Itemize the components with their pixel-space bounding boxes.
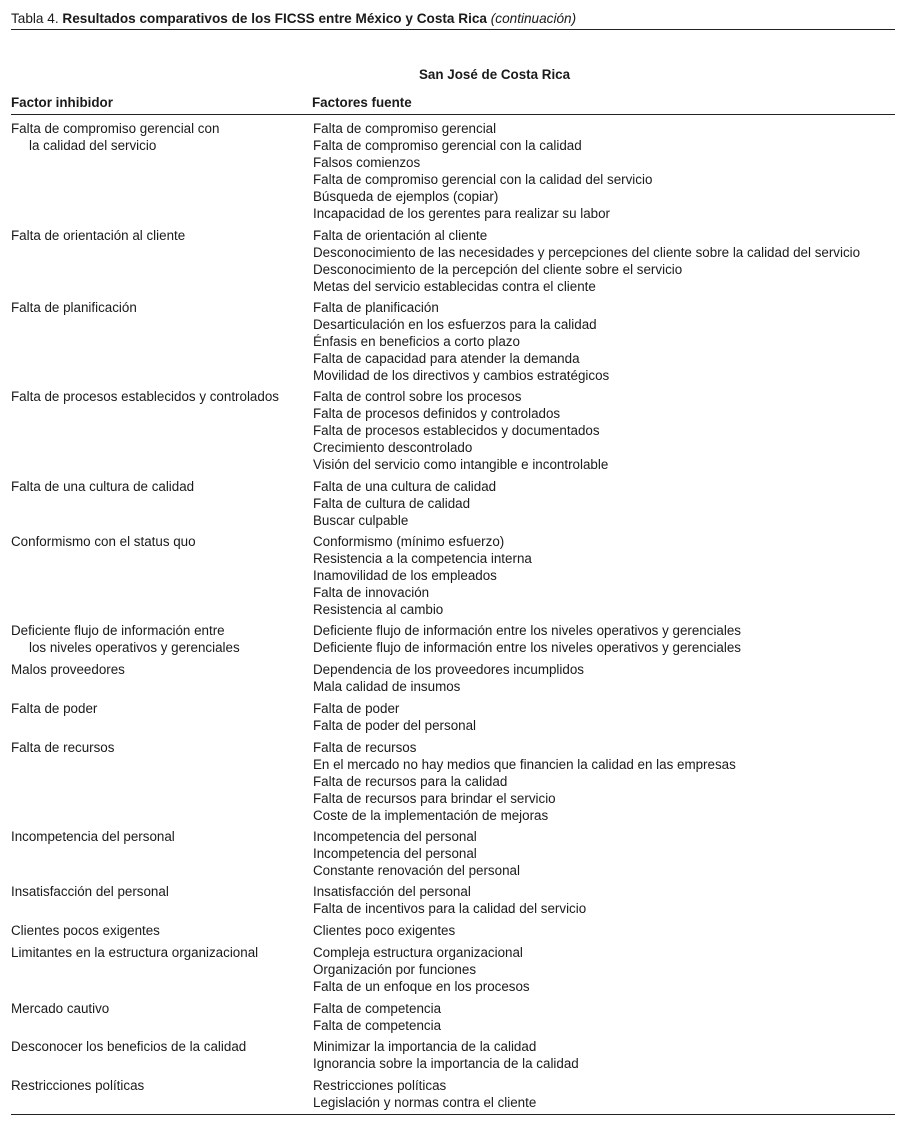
source-item: Constante renovación del personal [313,863,520,878]
sources-cell [313,661,898,695]
factor-cell [11,922,301,939]
factor-text: Conformismo con el status quo [11,534,196,549]
source-item: Inamovilidad de los empleados [313,568,497,583]
source-item: Minimizar la importancia de la calidad [313,1039,537,1054]
factor-text: Malos proveedores [11,662,125,677]
sources-cell [313,1038,898,1072]
factor-text: Falta de procesos establecidos y controlados [11,389,279,404]
factor-text: Limitantes en la estructura organizacional [11,945,259,960]
factor-cell [11,478,301,495]
source-item: Organización por funciones [313,962,477,977]
factor-text: Falta de planificación [11,300,137,315]
factor-text: la calidad del servicio [29,138,157,153]
sources-cell [313,883,898,917]
source-item: Falta de una cultura de calidad [313,479,497,494]
factor-cell [11,739,301,756]
factor-text: Deficiente flujo de información entre [11,623,225,638]
source-item: Falta de compromiso gerencial [313,121,497,136]
source-item: Falta de competencia [313,1018,442,1033]
factor-text: Incompetencia del personal [11,829,175,844]
factor-text: Falta de compromiso gerencial con [11,121,220,136]
factor-text: Falta de orientación al cliente [11,228,186,243]
source-item: Insatisfacción del personal [313,884,471,899]
source-item: Mala calidad de insumos [313,679,461,694]
source-item: Buscar culpable [313,513,409,528]
column-header-factor: Factor inhibidor [11,95,113,110]
factor-text: Desconocer los beneficios de la calidad [11,1039,247,1054]
factor-cell [11,828,301,845]
source-item: Metas del servicio establecidas contra el cliente [313,279,596,294]
factor-cell [11,120,301,154]
sources-cell [313,388,898,473]
source-item: Resistencia a la competencia interna [313,551,532,566]
source-item: Búsqueda de ejemplos (copiar) [313,189,499,204]
source-item: Incapacidad de los gerentes para realizar su labor [313,206,611,221]
sources-cell [313,828,898,879]
factor-text: Insatisfacción del personal [11,884,169,899]
column-header-sources: Factores fuente [312,95,412,110]
source-item: Dependencia de los proveedores incumplidos [313,662,584,677]
source-item: Falta de recursos [313,740,417,755]
source-item: Deficiente flujo de información entre los niveles operativos y gerenciales [313,640,741,655]
source-item: Falta de compromiso gerencial con la calidad del servicio [313,172,653,187]
factor-cell [11,1038,301,1055]
factor-text: Mercado cautivo [11,1001,110,1016]
source-item: Ignorancia sobre la importancia de la calidad [313,1056,579,1071]
source-item: Deficiente flujo de información entre los niveles operativos y gerenciales [313,623,741,638]
source-item: Desarticulación en los esfuerzos para la calidad [313,317,597,332]
column-group-title: San José de Costa Rica [419,67,571,82]
source-item: Coste de la implementación de mejoras [313,808,549,823]
source-item: Falta de control sobre los procesos [313,389,522,404]
source-item: Falta de procesos establecidos y documentados [313,423,600,438]
factor-cell [11,1000,301,1017]
source-item: Falta de planificación [313,300,439,315]
caption-note: (continuación) [490,11,577,26]
factor-text: Falta de poder [11,701,98,716]
source-item: Falta de cultura de calidad [313,496,471,511]
source-item: Falsos comienzos [313,155,421,170]
sources-cell [313,533,898,618]
factor-cell [11,883,301,900]
source-item: Clientes poco exigentes [313,923,456,938]
source-item: Compleja estructura organizacional [313,945,523,960]
factor-cell [11,944,301,961]
factor-text: Restricciones políticas [11,1078,145,1093]
factor-cell [11,299,301,316]
source-item: Desconocimiento de la percepción del cliente sobre el servicio [313,262,683,277]
factor-cell [11,700,301,717]
source-item: Falta de incentivos para la calidad del servicio [313,901,587,916]
source-item: Restricciones políticas [313,1078,447,1093]
factor-cell [11,622,301,656]
factor-cell [11,227,301,244]
source-item: Conformismo (mínimo esfuerzo) [313,534,505,549]
sources-cell [313,1077,898,1111]
sources-cell [313,622,898,656]
source-item: Incompetencia del personal [313,846,477,861]
sources-cell [313,227,898,295]
source-item: Énfasis en beneficios a corto plazo [313,334,520,349]
factor-cell [11,1077,301,1094]
source-item: Falta de un enfoque en los procesos [313,979,530,994]
factor-text: Clientes pocos exigentes [11,923,160,938]
source-item: Falta de procesos definidos y controlados [313,406,561,421]
source-item: Falta de orientación al cliente [313,228,488,243]
sources-cell [313,700,898,734]
sources-cell [313,739,898,824]
bottom-rule [11,1114,895,1115]
source-item: Falta de poder del personal [313,718,477,733]
sources-cell [313,120,898,222]
source-item: Crecimiento descontrolado [313,440,473,455]
source-item: Falta de innovación [313,585,430,600]
sources-cell [313,944,898,995]
source-item: Resistencia al cambio [313,602,444,617]
sources-cell [313,478,898,529]
sources-cell [313,922,898,939]
sources-cell [313,299,898,384]
factor-cell [11,661,301,678]
sources-cell [313,1000,898,1034]
source-item: Incompetencia del personal [313,829,477,844]
source-item: Legislación y normas contra el cliente [313,1095,537,1110]
factor-text: Falta de una cultura de calidad [11,479,195,494]
factor-text: Falta de recursos [11,740,115,755]
source-item: Falta de capacidad para atender la demanda [313,351,580,366]
source-item: Falta de poder [313,701,400,716]
factor-text: los niveles operativos y gerenciales [29,640,240,655]
source-item: Falta de competencia [313,1001,442,1016]
source-item: Visión del servicio como intangible e incontrolable [313,457,609,472]
caption-title: Resultados comparativos de los FICSS entre México y Costa Rica [62,11,487,26]
source-item: Falta de recursos para brindar el servicio [313,791,556,806]
factor-cell [11,533,301,550]
factor-cell [11,388,301,405]
source-item: Movilidad de los directivos y cambios estratégicos [313,368,610,383]
caption-label: Tabla 4. [11,11,59,26]
source-item: En el mercado no hay medios que financien la calidad en las empresas [313,757,736,772]
source-item: Desconocimiento de las necesidades y percepciones del cliente sobre la calidad del servicio [313,245,861,260]
source-item: Falta de compromiso gerencial con la calidad [313,138,582,153]
source-item: Falta de recursos para la calidad [313,774,508,789]
